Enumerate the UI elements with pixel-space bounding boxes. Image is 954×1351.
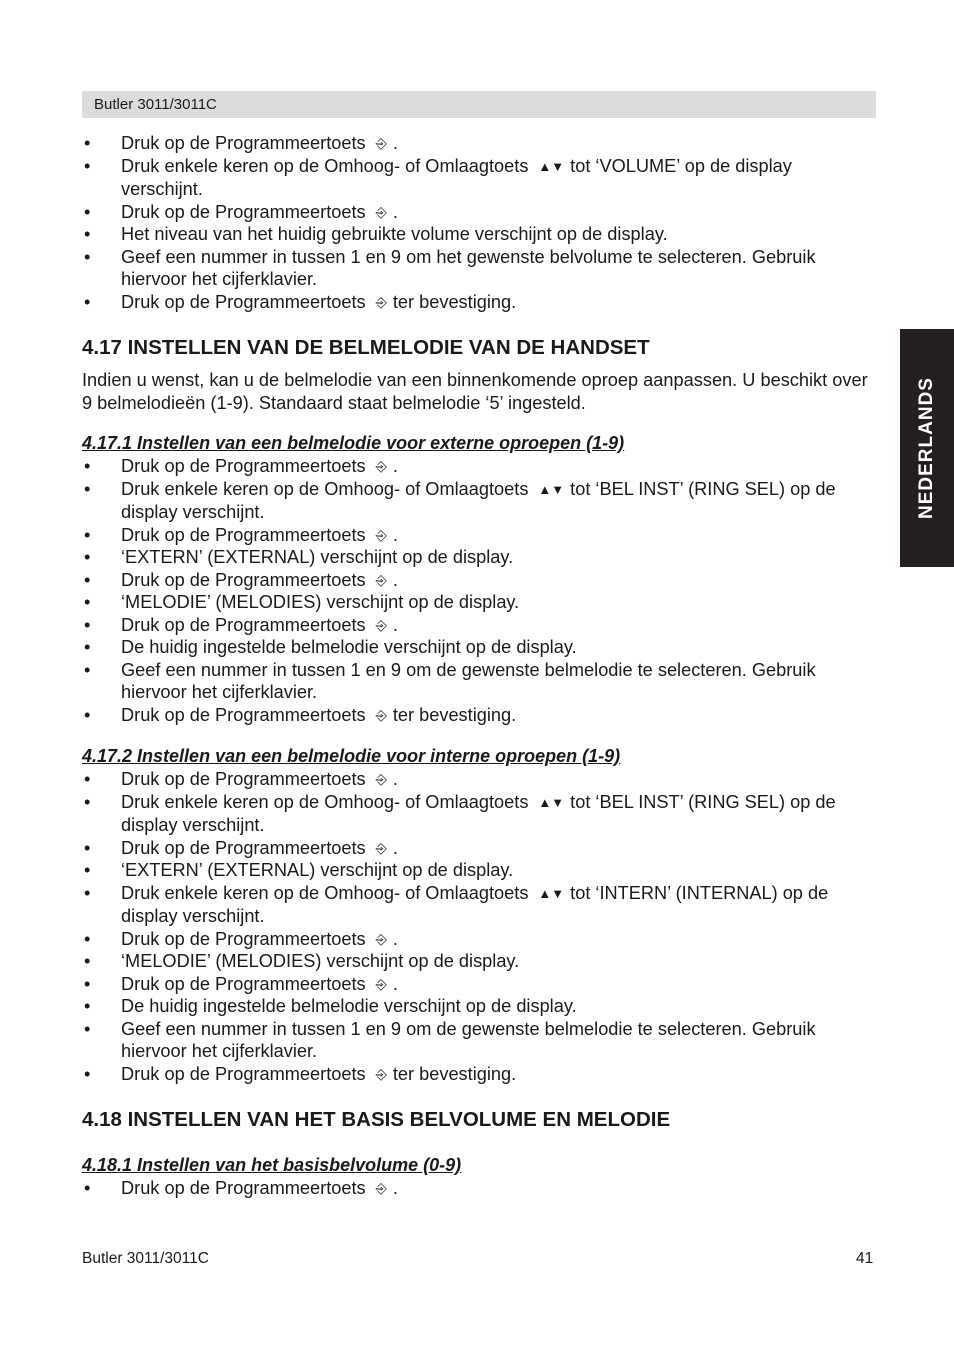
enter-key-icon: ⎆: [375, 458, 387, 474]
enter-key-icon: ⎆: [375, 930, 387, 947]
list-4-18-1: [82, 1177, 878, 1200]
up-down-arrows-icon: ▲▼: [538, 885, 565, 901]
list-item: • Geef een nummer in tussen 1 en 9 om de gewenste belmelodie te selecteren. Gebruik hiervoor het cijferklavier.: [84, 1018, 816, 1061]
enter-key-icon: ⎆: [375, 1180, 387, 1196]
intro-list: [82, 132, 878, 313]
enter-key-icon: ⎆: [375, 203, 387, 220]
language-tab-label: NEDERLANDS: [916, 377, 937, 519]
list-item: • Druk op de Programmeertoets ⎆ .: [84, 837, 398, 858]
list-item: • Druk op de Programmeertoets ⎆ ter bevestiging.: [84, 704, 517, 725]
list-item: • Druk op de Programmeertoets ⎆ .: [84, 928, 398, 949]
list-item: • ‘MELODIE’ (MELODIES) verschijnt op de display.: [84, 592, 520, 612]
list-item: • Druk op de Programmeertoets ⎆ .: [84, 201, 398, 222]
section-heading-4-18: 4.18 INSTELLEN VAN HET BASIS BELVOLUME EN MELODIE: [82, 1108, 671, 1131]
list-item: • Druk op de Programmeertoets ⎆ ter bevestiging.: [84, 291, 517, 312]
enter-key-icon: ⎆: [375, 975, 387, 992]
enter-key-icon: ⎆: [375, 771, 387, 787]
list-item: • ‘EXTERN’ (EXTERNAL) verschijnt op de display.: [84, 860, 514, 880]
list-item: • De huidig ingestelde belmelodie verschijnt op de display.: [84, 637, 577, 657]
subsection-heading-4-17-2: 4.17.2 Instellen van een belmelodie voor interne oproepen (1-9): [82, 746, 621, 766]
enter-key-icon: ⎆: [375, 1065, 387, 1082]
list-item: • ‘EXTERN’ (EXTERNAL) verschijnt op de display.: [84, 547, 514, 567]
list-4-17-1: [82, 455, 878, 726]
enter-key-icon: ⎆: [375, 706, 387, 723]
list-item: • Het niveau van het huidig gebruikte volume verschijnt op de display.: [84, 224, 668, 244]
list-item: • ‘MELODIE’ (MELODIES) verschijnt op de display.: [84, 951, 520, 971]
subsection-heading-4-17-1: 4.17.1 Instellen van een belmelodie voor externe oproepen (1-9): [82, 433, 625, 453]
list-item: • Geef een nummer in tussen 1 en 9 om het gewenste belvolume te selecteren. Gebruik hiervoor het cijferklavier.: [84, 246, 816, 289]
list-item: • Druk op de Programmeertoets ⎆ .: [84, 1178, 398, 1198]
list-item: • Druk op de Programmeertoets ⎆ .: [84, 524, 398, 545]
running-header-title: Butler 3011/3011C: [94, 96, 217, 113]
list-item: • Druk op de Programmeertoets ⎆ .: [84, 133, 398, 153]
subsection-heading-4-18-1: 4.18.1 Instellen van het basisbelvolume (0-9): [82, 1155, 462, 1175]
enter-key-icon: ⎆: [375, 135, 387, 151]
enter-key-icon: ⎆: [375, 571, 387, 588]
list-item: • Druk enkele keren op de Omhoog- of Omlaagtoets ▲▼ tot ‘VOLUME’ op de display verschijnt.: [84, 155, 792, 199]
list-item: • Druk op de Programmeertoets ⎆ .: [84, 614, 398, 635]
footer-title: Butler 3011/3011C: [82, 1250, 209, 1267]
list-item: • Druk op de Programmeertoets ⎆ ter bevestiging.: [84, 1063, 517, 1084]
enter-key-icon: ⎆: [375, 526, 387, 543]
enter-key-icon: ⎆: [375, 293, 387, 310]
list-item: • Druk enkele keren op de Omhoog- of Omlaagtoets ▲▼ tot ‘INTERN’ (INTERNAL) op de display verschijnt.: [84, 882, 829, 926]
list-item: • Druk enkele keren op de Omhoog- of Omlaagtoets ▲▼ tot ‘BEL INST’ (RING SEL) op de display verschijnt.: [84, 478, 836, 522]
list-item: • Geef een nummer in tussen 1 en 9 om de gewenste belmelodie te selecteren. Gebruik hiervoor het cijferklavier.: [84, 659, 816, 702]
enter-key-icon: ⎆: [375, 616, 387, 633]
page-content: [82, 132, 878, 1200]
page-number: 41: [856, 1250, 874, 1267]
list-item: • Druk op de Programmeertoets ⎆ .: [84, 569, 398, 590]
enter-key-icon: ⎆: [375, 839, 387, 856]
list-item: • Druk enkele keren op de Omhoog- of Omlaagtoets ▲▼ tot ‘BEL INST’ (RING SEL) op de display verschijnt.: [84, 791, 836, 835]
list-item: • Druk op de Programmeertoets ⎆ .: [84, 973, 398, 994]
running-header: [82, 91, 876, 118]
list-item: • Druk op de Programmeertoets ⎆ .: [84, 769, 398, 789]
up-down-arrows-icon: ▲▼: [538, 481, 565, 497]
list-item: • Druk op de Programmeertoets ⎆ .: [84, 456, 398, 476]
section-heading-4-17: 4.17 INSTELLEN VAN DE BELMELODIE VAN DE HANDSET: [82, 336, 650, 359]
up-down-arrows-icon: ▲▼: [538, 794, 565, 810]
language-tab: [900, 329, 954, 567]
list-4-17-2: [82, 768, 878, 1085]
up-down-arrows-icon: ▲▼: [538, 158, 565, 174]
list-item: • De huidig ingestelde belmelodie verschijnt op de display.: [84, 996, 577, 1016]
section-paragraph: Indien u wenst, kan u de belmelodie van een binnenkomende oproep aanpassen. U beschikt over 9 belmelodieën (1-9). Standaard staat belmelodie ‘5’ ingesteld.: [82, 370, 868, 413]
